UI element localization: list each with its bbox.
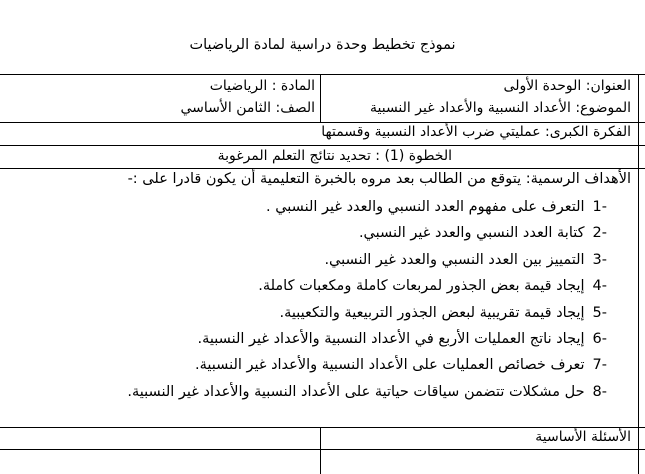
objective-number: -5 <box>592 304 607 321</box>
big-idea: الفكرة الكبرى: عمليتي ضرب الأعداد النسبية وقسمتها <box>321 124 631 140</box>
objective-number: -1 <box>592 199 607 215</box>
list-item <box>127 379 607 405</box>
objectives-list <box>127 194 607 405</box>
objective-text: تعرف خصائص العمليات على الأعداد النسبية والأعداد غير النسبية. <box>195 357 585 374</box>
big-idea-bottom-border <box>0 145 645 146</box>
objective-text: التعرف على مفهوم العدد النسبي والعدد غير النسبي . <box>265 199 585 215</box>
document-title: نموذج تخطيط وحدة دراسية لمادة الرياضيات <box>189 37 456 53</box>
header-divider <box>320 74 321 122</box>
list-item <box>127 300 607 326</box>
objective-number: -3 <box>592 251 607 268</box>
table-right-border <box>638 74 639 474</box>
objectives-bottom-border <box>0 427 645 428</box>
objectives-intro: الأهداف الرسمية: يتوقع من الطالب بعد مروه بالخبرة التعليمية أن يكون قادرا على :- <box>127 171 631 187</box>
essential-questions-label: الأسئلة الأساسية <box>535 429 631 445</box>
objective-number: -4 <box>592 278 607 295</box>
list-item <box>127 326 607 352</box>
header-bottom-border <box>0 122 645 123</box>
objective-text: حل مشكلات تتضمن سياقات حياتية على الأعداد النسبية والأعداد غير النسبية. <box>127 383 585 400</box>
objective-text: التمييز بين العدد النسبي والعدد غير النسبي. <box>324 251 585 268</box>
step-bottom-border <box>0 168 645 169</box>
objective-text: كتابة العدد النسبي والعدد غير النسبي. <box>358 225 585 242</box>
objective-number: -7 <box>592 357 607 374</box>
list-item <box>127 220 607 246</box>
grade-label: الصف: الثامن الأساسي <box>180 100 315 116</box>
questions-divider <box>320 427 321 474</box>
objective-number: -6 <box>592 330 607 347</box>
questions-row-border <box>0 449 645 450</box>
list-item <box>127 273 607 299</box>
objective-text: إيجاد قيمة بعض الجذور لمربعات كاملة ومكعبات كاملة. <box>258 278 585 295</box>
subject-label: المادة : الرياضيات <box>209 78 315 94</box>
list-item <box>127 194 607 220</box>
list-item <box>127 352 607 378</box>
list-item <box>127 247 607 273</box>
objective-number: -8 <box>592 383 607 400</box>
objective-number: -2 <box>592 225 607 242</box>
topic-label: الموضوع: الأعداد النسبية والأعداد غير النسبية <box>369 100 631 116</box>
objective-text: إيجاد ناتج العمليات الأربع في الأعداد النسبية والأعداد غير النسبية. <box>197 330 585 347</box>
table-top-border <box>0 74 645 75</box>
unit-title: العنوان: الوحدة الأولى <box>503 78 631 94</box>
objective-text: إيجاد قيمة تقريبية لبعض الجذور التربيعية والتكعيبية. <box>279 304 585 321</box>
step-heading: الخطوة (1) : تحديد نتائج التعلم المرغوبة <box>217 148 452 164</box>
